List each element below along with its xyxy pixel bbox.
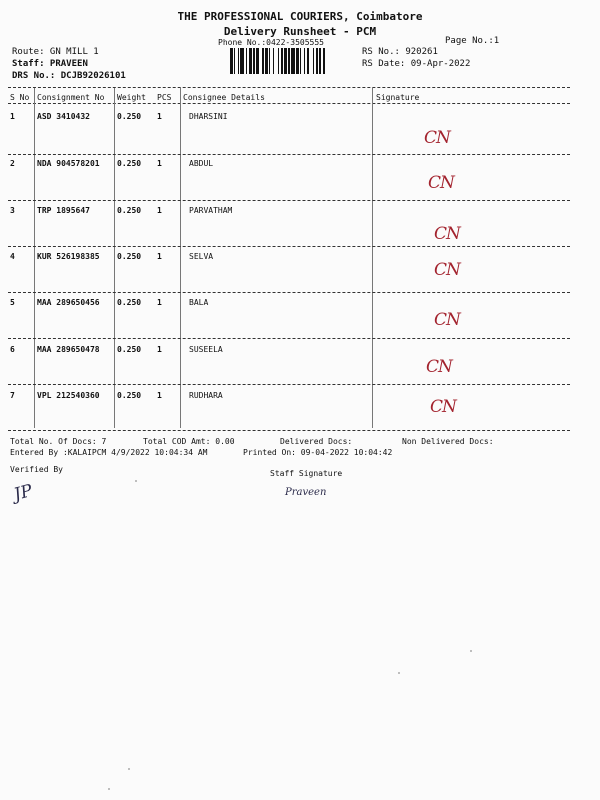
row-consignee: BALA (189, 298, 209, 307)
row-sno: 3 (10, 206, 15, 215)
rs-date: RS Date: 09-Apr-2022 (362, 59, 471, 69)
row-weight: 0.250 (117, 159, 142, 168)
row-sno: 5 (10, 298, 15, 307)
row-signature: CN (424, 128, 450, 148)
entered-by: Entered By :KALAIPCM 4/9/2022 10:04:34 AM (10, 448, 208, 457)
row-rule (8, 338, 570, 339)
scan-speck (470, 650, 472, 652)
total-docs: Total No. Of Docs: 7 (10, 437, 107, 446)
row-rule (8, 430, 570, 431)
row-pcs: 1 (157, 298, 162, 307)
col-sno-header: S No (10, 93, 30, 102)
row-pcs: 1 (157, 391, 162, 400)
company-title: THE PROFESSIONAL COURIERS, Coimbatore (177, 10, 423, 23)
barcode-bar (325, 48, 326, 74)
staff-signature-label: Staff Signature (270, 469, 343, 478)
row-signature: CN (426, 357, 452, 377)
row-pcs: 1 (157, 345, 162, 354)
row-signature: CN (434, 260, 460, 280)
row-pcs: 1 (157, 112, 162, 121)
row-consignment: VPL 212540360 (37, 391, 100, 400)
row-sno: 6 (10, 345, 15, 354)
verified-signature: JP (11, 480, 35, 506)
row-sno: 7 (10, 391, 15, 400)
row-rule (8, 154, 570, 155)
row-weight: 0.250 (117, 298, 142, 307)
row-consignee: SELVA (189, 252, 214, 261)
delivered-docs: Delivered Docs: (280, 437, 353, 446)
row-sno: 1 (10, 112, 15, 121)
row-signature: CN (428, 173, 454, 193)
row-consignee: PARVATHAM (189, 206, 233, 215)
row-signature: CN (434, 310, 460, 330)
row-weight: 0.250 (117, 206, 142, 215)
row-weight: 0.250 (117, 391, 142, 400)
barcode (230, 48, 356, 74)
row-consignment: MAA 289650456 (37, 298, 100, 307)
route-label: Route: GN MILL 1 (12, 47, 99, 57)
row-consignment: TRP 1895647 (37, 206, 90, 215)
row-consignment: ASD 3410432 (37, 112, 90, 121)
row-consignee: ABDUL (189, 159, 214, 168)
row-rule (8, 292, 570, 293)
row-weight: 0.250 (117, 112, 142, 121)
total-cod-amount: Total COD Amt: 0.00 (143, 437, 235, 446)
staff-label: Staff: PRAVEEN (12, 59, 88, 69)
row-pcs: 1 (157, 252, 162, 261)
printed-on: Printed On: 09-04-2022 10:04:42 (243, 448, 393, 457)
row-signature: CN (434, 224, 460, 244)
header-bottom-rule (8, 103, 570, 104)
verified-by-label: Verified By (10, 465, 63, 474)
row-rule (8, 384, 570, 385)
table-top-rule (8, 87, 570, 88)
column-divider (34, 88, 35, 428)
column-divider (114, 88, 115, 428)
row-sno: 2 (10, 159, 15, 168)
row-consignee: RUDHARA (189, 391, 223, 400)
row-rule (8, 246, 570, 247)
row-consignee: SUSEELA (189, 345, 223, 354)
col-pcs-header: PCS (157, 93, 172, 102)
non-delivered-docs: Non Delivered Docs: (402, 437, 494, 446)
row-consignment: NDA 904578201 (37, 159, 100, 168)
scan-speck (135, 480, 137, 482)
staff-signature: Praveen (285, 487, 327, 498)
row-weight: 0.250 (117, 345, 142, 354)
col-weight-header: Weight (117, 93, 146, 102)
col-consignment-header: Consignment No (37, 93, 105, 102)
row-consignment: MAA 289650478 (37, 345, 100, 354)
row-pcs: 1 (157, 159, 162, 168)
row-consignment: KUR 526198385 (37, 252, 100, 261)
page-number: Page No.:1 (445, 36, 500, 46)
drs-number: DRS No.: DCJB92026101 (12, 71, 126, 81)
scan-speck (108, 788, 110, 790)
row-pcs: 1 (157, 206, 162, 215)
row-sno: 4 (10, 252, 15, 261)
row-rule (8, 200, 570, 201)
col-consignee-header: Consignee Details (183, 93, 265, 102)
phone-number: Phone No.:0422-3505555 (218, 38, 324, 47)
scan-speck (128, 768, 130, 770)
column-divider (372, 88, 373, 428)
row-weight: 0.250 (117, 252, 142, 261)
scan-speck (398, 672, 400, 674)
row-consignee: DHARSINI (189, 112, 228, 121)
runsheet-title: Delivery Runsheet - PCM (223, 25, 377, 38)
rs-number: RS No.: 920261 (362, 47, 438, 57)
column-divider (180, 88, 181, 428)
row-signature: CN (430, 397, 456, 417)
col-signature-header: Signature (376, 93, 420, 102)
